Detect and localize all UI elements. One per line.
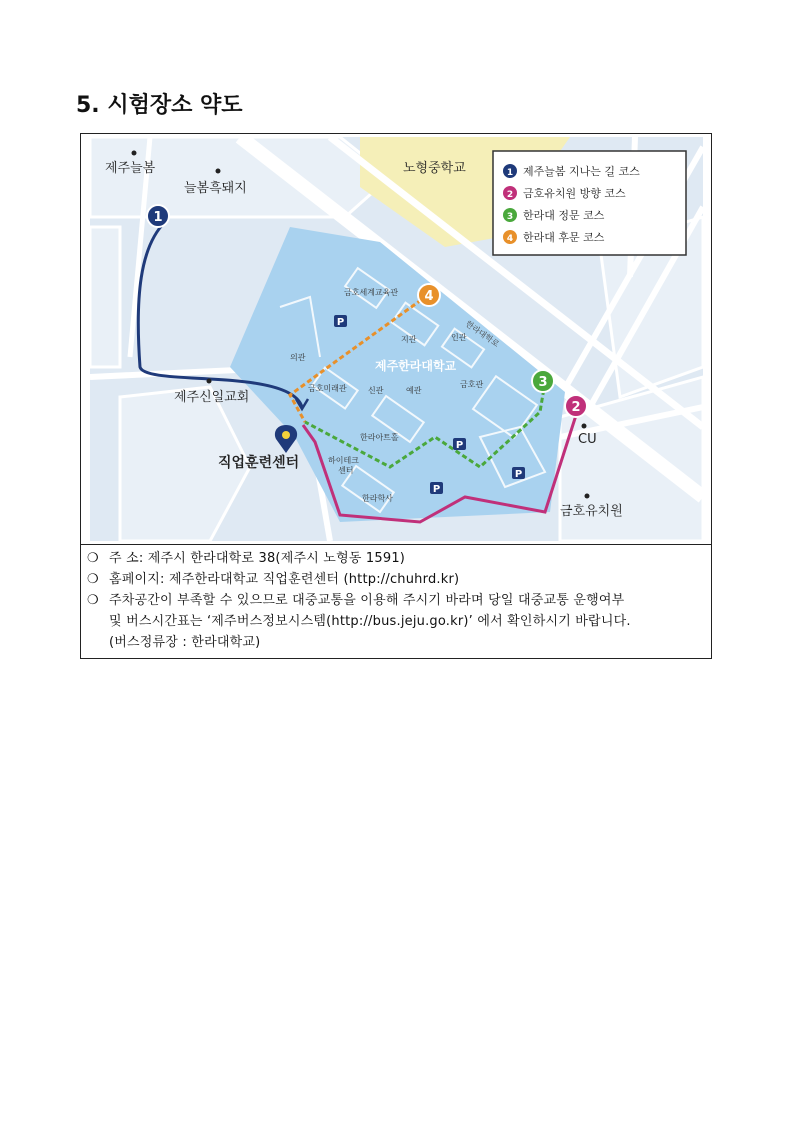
homepage-line — [81, 569, 711, 590]
svg-text:금호관: 금호관 — [460, 380, 484, 389]
bullet-icon: ❍ — [87, 572, 99, 587]
svg-text:4: 4 — [506, 234, 514, 244]
legend-item-1 — [503, 164, 640, 178]
cu-dot — [582, 424, 587, 429]
address-text: 주 소: 제주시 한라대학로 38(제주시 노형동 1591) — [109, 551, 406, 566]
svg-text:금호세계교육관: 금호세계교육관 — [344, 288, 399, 297]
route-4-marker — [418, 284, 440, 306]
svg-text:센터: 센터 — [338, 466, 354, 475]
svg-text:P: P — [455, 440, 464, 451]
section-heading: 5. 시험장소 약도 — [76, 93, 243, 118]
road-label: 한라대학로 — [463, 319, 501, 349]
kumho-kinder-label: 금호유치원 — [560, 504, 623, 519]
route-2-marker — [565, 395, 587, 417]
bullet-icon: ❍ — [87, 593, 99, 608]
svg-text:한라대 후문 코스: 한라대 후문 코스 — [523, 231, 605, 244]
svg-text:3: 3 — [506, 212, 514, 222]
location-box — [80, 133, 712, 659]
homepage-text: 홈페이지: 제주한라대학교 직업훈련센터 (http://chuhrd.kr) — [109, 572, 460, 587]
route-3-marker — [532, 370, 554, 392]
map-canvas — [90, 137, 703, 541]
parking-text-3: (버스정류장 : 한라대학교) — [109, 635, 261, 650]
svg-text:2: 2 — [506, 190, 514, 200]
svg-text:P: P — [336, 317, 345, 328]
bullet-icon: ❍ — [87, 551, 99, 566]
training-center-label: 직업훈련센터 — [218, 455, 300, 471]
svg-text:하이테크: 하이테크 — [328, 456, 359, 465]
svg-text:3: 3 — [538, 375, 548, 390]
parking-text-2: 및 버스시간표는 ‘제주버스정보시스템(http://bus.jeju.go.kr)’ 에서 확인하시기 바랍니다. — [109, 614, 631, 629]
jeju-neulbom-label: 제주늘봄 — [105, 161, 156, 176]
university-label: 제주한라대학교 — [375, 359, 457, 373]
svg-text:한라대 정문 코스: 한라대 정문 코스 — [523, 209, 605, 222]
parking-text-1: 주차공간이 부족할 수 있으므로 대중교통을 이용해 주시기 바라며 당일 대중교통 운행여부 — [109, 593, 625, 608]
svg-text:금호유치원 방향 코스: 금호유치원 방향 코스 — [523, 187, 626, 200]
svg-text:제주늘봄 지나는 길 코스: 제주늘봄 지나는 길 코스 — [523, 165, 640, 178]
nohyeong-school-label: 노형중학교 — [403, 161, 466, 176]
parking-line — [81, 590, 711, 611]
svg-text:1: 1 — [153, 210, 163, 225]
svg-text:신관: 신관 — [368, 386, 384, 395]
campus-map — [90, 137, 703, 541]
svg-text:한라학사: 한라학사 — [362, 494, 393, 503]
info-section — [81, 544, 711, 658]
svg-text:지관: 지관 — [401, 335, 417, 344]
cu-label: CU — [578, 432, 597, 447]
neulbom-pork-dot — [216, 169, 221, 174]
svg-text:2: 2 — [571, 400, 581, 415]
address-line — [81, 548, 711, 569]
svg-text:예관: 예관 — [406, 386, 422, 395]
svg-text:4: 4 — [424, 289, 434, 304]
jeju-neulbom-dot — [132, 151, 137, 156]
kumho-kinder-dot — [585, 494, 590, 499]
svg-text:금호미래관: 금호미래관 — [308, 384, 347, 393]
svg-text:P: P — [432, 484, 441, 495]
sinil-church-label: 제주신일교회 — [174, 390, 250, 405]
sinil-church-dot — [207, 379, 212, 384]
svg-text:의관: 의관 — [290, 353, 306, 362]
route-legend — [493, 151, 686, 255]
svg-text:1: 1 — [506, 168, 514, 178]
route-1-marker — [147, 205, 169, 227]
neulbom-pork-label: 늘봄흑돼지 — [184, 181, 247, 196]
svg-text:인관: 인관 — [451, 333, 467, 342]
svg-text:P: P — [514, 469, 523, 480]
svg-text:한라아트홀: 한라아트홀 — [360, 433, 399, 442]
